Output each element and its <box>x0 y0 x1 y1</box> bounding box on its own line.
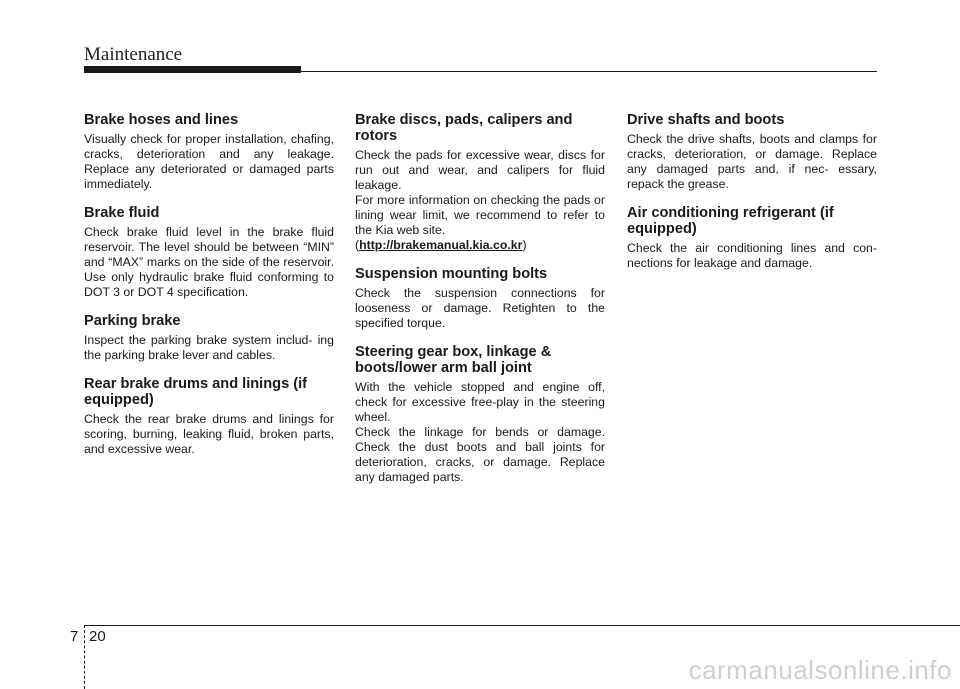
section-heading: Parking brake <box>84 313 181 329</box>
column-1 <box>84 112 334 470</box>
section-paragraph: Check the rear brake drums and linings for scoring, burning, leaking fluid, broken parts, and excessive wear. <box>84 412 334 456</box>
header-rule <box>84 71 877 72</box>
section-paragraph: Check the drive shafts, boots and clamps for cracks, deterioration, or damage. Replace any damaged parts and, if nec- essary, repack the grease. <box>627 132 877 191</box>
section-parking-brake <box>84 313 334 363</box>
section-drive-shafts <box>627 112 877 192</box>
section-paragraph: Check the pads for excessive wear, discs for run out and wear, and calipers for fluid leakage. <box>355 148 605 192</box>
section-steering-gear <box>355 344 605 485</box>
section-suspension-bolts <box>355 266 605 331</box>
section-heading: Brake hoses and lines <box>84 112 239 128</box>
footer-divider <box>84 625 86 689</box>
section-brake-fluid <box>84 205 334 300</box>
section-heading: Drive shafts and boots <box>627 112 785 128</box>
column-2 <box>355 112 605 498</box>
section-heading: Brake discs, pads, calipers and rotors <box>355 112 573 144</box>
section-heading: Suspension mounting bolts <box>355 266 548 282</box>
page-header-title: Maintenance <box>84 44 183 65</box>
section-rear-brake-drums <box>84 376 334 457</box>
chapter-number: 7 <box>70 628 79 645</box>
section-paragraph: Check brake fluid level in the brake fluid reservoir. The level should be between “MIN” and “MAX” marks on the side of the reservoir. Use only hydraulic brake fluid conforming to DOT 3 or DOT 4 specification. <box>84 225 334 299</box>
section-air-conditioning <box>627 205 877 271</box>
column-3 <box>627 112 877 284</box>
section-heading: Brake fluid <box>84 205 160 221</box>
section-paragraph: With the vehicle stopped and engine off, check for excessive free-play in the steering wheel. <box>355 380 605 424</box>
section-paragraph: Inspect the parking brake system includ- ing the parking brake lever and cables. <box>84 333 334 362</box>
section-brake-discs <box>355 112 605 253</box>
watermark: carmanualsonline.info <box>688 655 952 685</box>
section-paragraph: For more information on checking the pads or lining wear limit, we recommend to refer to the Kia web site. <box>355 193 605 237</box>
link-line: (http://brakemanual.kia.co.kr) <box>355 238 527 252</box>
section-paragraph: Check the air conditioning lines and con- nections for leakage and damage. <box>627 241 877 270</box>
section-brake-hoses <box>84 112 334 192</box>
section-paragraph: Check the suspension connections for looseness or damage. Retighten to the specified torque. <box>355 286 605 330</box>
kia-brake-manual-link[interactable]: http://brakemanual.kia.co.kr <box>359 238 523 252</box>
section-heading: Steering gear box, linkage & boots/lower arm ball joint <box>355 344 552 376</box>
page-number: 20 <box>89 628 106 645</box>
section-paragraph: Visually check for proper installation, chafing, cracks, deterioration and any leakage. Replace any deteriorated or damaged parts immediately. <box>84 132 334 191</box>
section-heading: Rear brake drums and linings (if equipped) <box>84 376 308 408</box>
section-heading: Air conditioning refrigerant (if equipped) <box>627 205 834 237</box>
footer-rule <box>84 625 960 626</box>
section-paragraph: Check the linkage for bends or damage. Check the dust boots and ball joints for deterioration, cracks, or damage. Replace any damaged parts. <box>355 425 605 484</box>
